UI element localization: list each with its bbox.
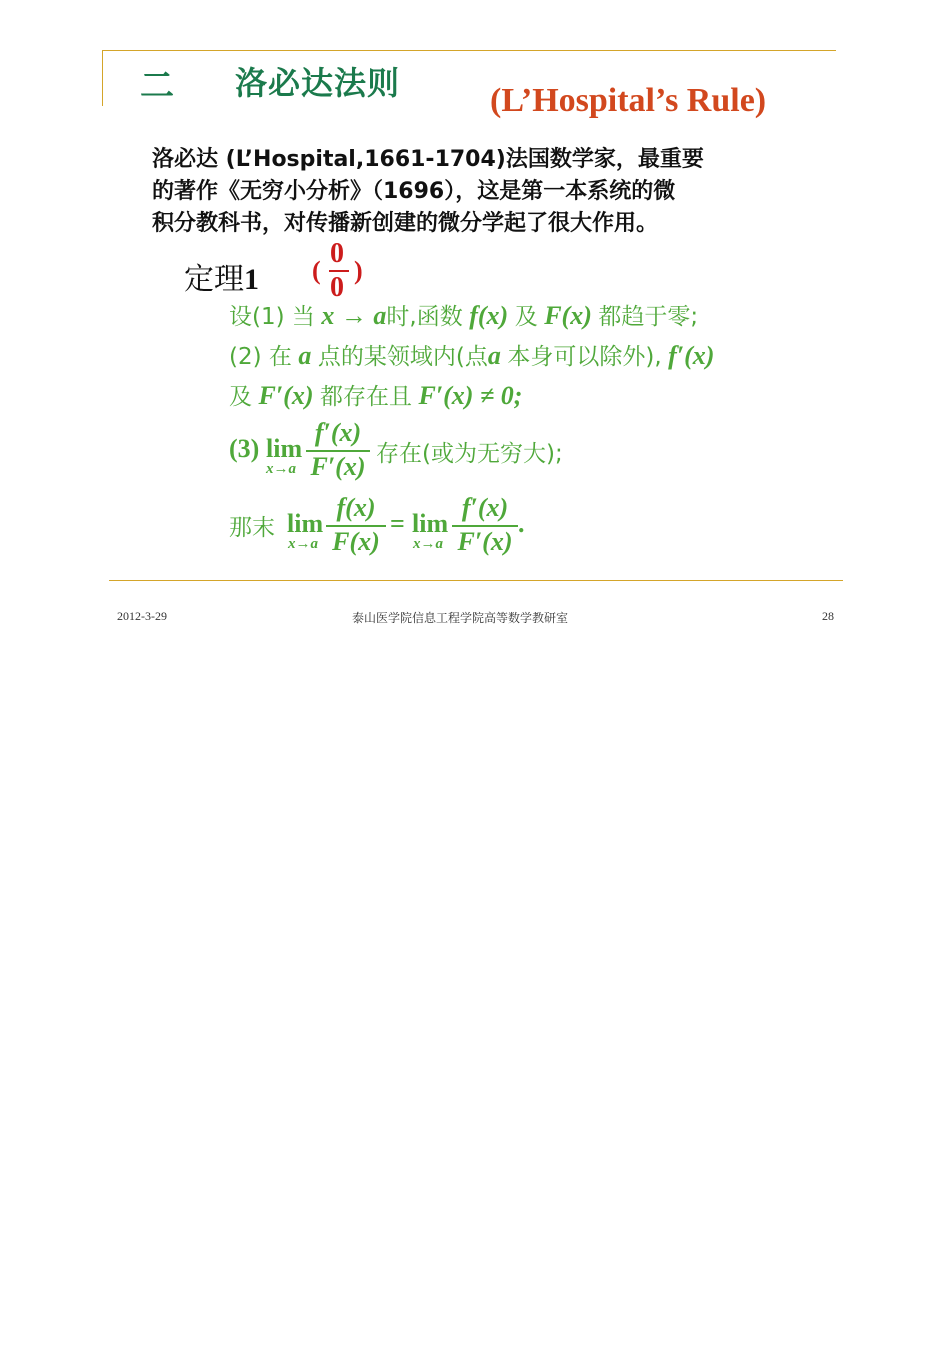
conclusion-fraction-1 xyxy=(326,493,386,559)
conclusion-prefix xyxy=(229,509,275,542)
cond3-suffix xyxy=(376,435,563,468)
paren-right: ) xyxy=(354,256,363,285)
cond2-a: a xyxy=(298,341,312,370)
theorem-label-number: 1 xyxy=(244,263,259,296)
cond1-suffix: 都趋于零; xyxy=(598,304,699,330)
conclusion-denominator-1: F(x) xyxy=(332,527,380,556)
bottom-divider xyxy=(109,580,843,581)
cond1-and: 及 xyxy=(514,304,538,330)
cond2-prefix: (2) 在 xyxy=(229,344,292,370)
intro-line: 洛必达 (L’Hospital,1661-1704)法国数学家，最重要 xyxy=(152,147,704,172)
indeterminate-numerator: 0 xyxy=(330,238,344,269)
cond2-mid: 点的某领域内(点 xyxy=(317,344,488,370)
cond1-limit-var: x → a xyxy=(321,301,387,330)
cond2b-Fprime: F′(x) xyxy=(258,381,314,410)
condition-1 xyxy=(229,298,698,331)
footer-organization: 泰山医学院信息工程学院高等数学教研室 xyxy=(352,611,569,625)
left-divider xyxy=(102,50,103,106)
cond1-prefix: 设(1) 当 xyxy=(229,304,315,330)
section-title-english: (L’Hospital’s Rule) xyxy=(490,82,767,119)
cond3-lim-sub: x→a xyxy=(266,461,296,477)
cond3-label: (3) xyxy=(229,434,260,463)
conclusion-equals: = xyxy=(390,509,405,538)
conclusion-numerator-1: f(x) xyxy=(336,493,376,522)
cond3-prefix xyxy=(229,434,259,464)
conclusion-lim-2-sub: x→a xyxy=(413,536,443,552)
theorem-label-text: 定理 xyxy=(184,262,244,297)
condition-2b xyxy=(229,378,522,411)
section-title: 洛必达法则 xyxy=(235,64,401,102)
footer-date: 2012-3-29 xyxy=(117,609,167,623)
cond2-fprime: f′(x) xyxy=(668,341,715,370)
cond3-fraction xyxy=(306,418,370,484)
intro-line: 的著作《无穷小分析》（1696），这是第一本系统的微 xyxy=(152,179,676,204)
cond2b-nonzero: F′(x) ≠ 0; xyxy=(418,381,523,410)
theorem-label xyxy=(184,254,259,298)
cond1-mid: 时,函数 xyxy=(386,304,463,330)
cond3-denominator: F′(x) xyxy=(310,452,366,481)
condition-2 xyxy=(229,338,714,371)
cond3-suffix-text: 存在(或为无穷大); xyxy=(376,441,563,467)
cond2-a2: a xyxy=(487,341,501,370)
cond2b-mid: 都存在且 xyxy=(319,384,412,410)
conclusion-prefix-text: 那末 xyxy=(229,515,275,541)
section-number: 二 xyxy=(140,66,176,106)
paren-left: ( xyxy=(312,256,321,285)
conclusion-fraction-2 xyxy=(452,493,518,559)
conclusion-numerator-2: f′(x) xyxy=(461,493,509,522)
cond1-f: f(x) xyxy=(469,301,509,330)
intro-paragraph xyxy=(152,144,812,240)
indeterminate-denominator: 0 xyxy=(330,272,344,303)
cond1-F: F(x) xyxy=(544,301,592,330)
conclusion-lim-2: lim xyxy=(412,509,449,538)
top-divider xyxy=(102,50,836,51)
conclusion-lim-1-sub: x→a xyxy=(288,536,318,552)
cond2-mid2: 本身可以除外), xyxy=(507,344,662,370)
conclusion-period: . xyxy=(518,509,525,538)
cond2b-prefix: 及 xyxy=(229,384,252,410)
footer-page-number: 28 xyxy=(822,609,834,623)
cond3-lim: lim xyxy=(266,434,303,463)
cond3-numerator: f′(x) xyxy=(314,418,362,447)
intro-line: 积分教科书，对传播新创建的微分学起了很大作用。 xyxy=(152,211,659,236)
conclusion-denominator-2: F′(x) xyxy=(457,527,513,556)
conclusion-lim-1: lim xyxy=(287,509,324,538)
